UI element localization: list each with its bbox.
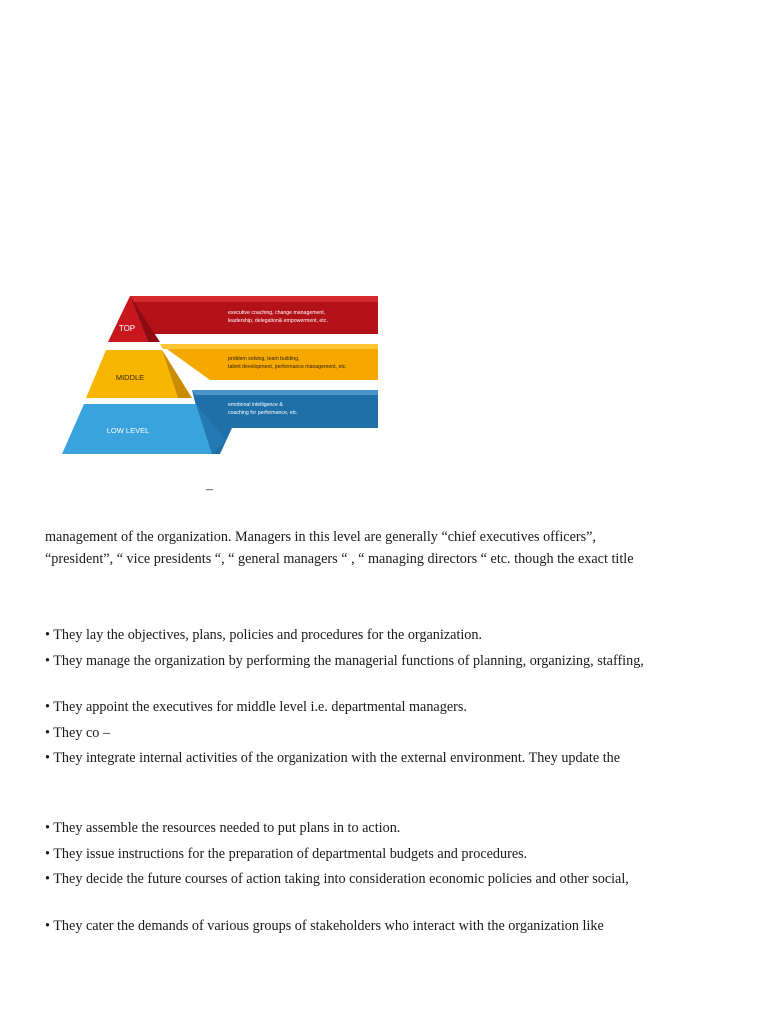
middle-label: MIDDLE (115, 373, 145, 382)
bullet-integrate: • They integrate internal activities of the organization with the external environment. They update the (45, 750, 621, 766)
top-desc-line2: leadership, delegation& empowerment, etc. (228, 318, 328, 324)
bullet-manage: • They manage the organization by performing the managerial functions of planning, organizing, staffing, (45, 653, 644, 669)
low-label: LOW LEVEL (106, 426, 150, 435)
bullet-coordinate: • They co – (45, 725, 110, 741)
management-levels-pyramid (60, 294, 380, 456)
paragraph-line-2: “president”, “ vice presidents “, “ general managers “ , “ managing directors “ etc. though the exact title (45, 551, 634, 567)
middle-band-shade (160, 344, 378, 349)
low-band-shade (192, 390, 378, 395)
bullet-stakeholders: • They cater the demands of various groups of stakeholders who interact with the organization like (45, 918, 604, 934)
bullet-appoint: • They appoint the executives for middle level i.e. departmental managers. (45, 699, 467, 715)
dash-mark: – (206, 482, 213, 497)
top-desc-line1: executive coaching, change management, (228, 310, 326, 316)
bullet-assemble: • They assemble the resources needed to put plans in to action. (45, 820, 401, 836)
bullet-objectives: • They lay the objectives, plans, policies and procedures for the organization. (45, 627, 483, 643)
low-desc-line1: emotional intelligence & (228, 402, 283, 408)
middle-desc-line1: problem solving, team building, (228, 356, 300, 362)
middle-desc-line2: talent development, performance management, etc. (228, 364, 347, 370)
paragraph-line-1: management of the organization. Managers in this level are generally “chief executives officers”, (45, 529, 596, 545)
top-band-shade (130, 296, 378, 302)
low-desc-line2: coaching for performance, etc. (228, 410, 299, 416)
top-label: TOP (118, 324, 136, 333)
bullet-decide: • They decide the future courses of action taking into consideration economic policies and other social, (45, 871, 629, 887)
middle-band (160, 344, 378, 380)
bullet-instructions: • They issue instructions for the preparation of departmental budgets and procedures. (45, 846, 528, 862)
